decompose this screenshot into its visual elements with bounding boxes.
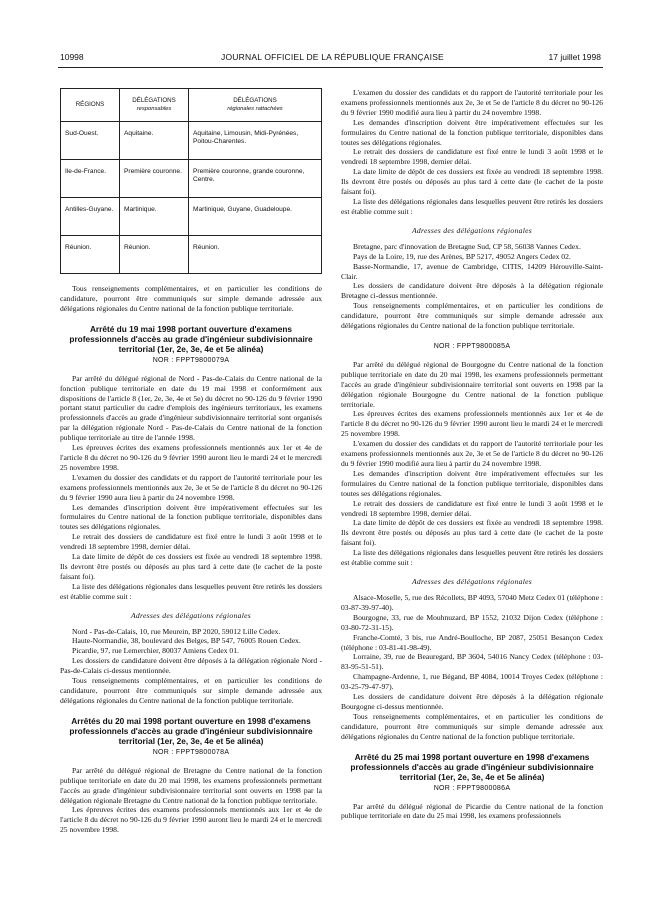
- table-cell: Réunion.: [61, 236, 120, 274]
- decree-title: Arrêtés du 20 mai 1998 portant ouverture en 1998 d'examens professionnels d'accès au grade d'ingénieur subdivisionnaire territorial (1er, 2e, 3e, 4e et 5e alinéa): [69, 715, 313, 746]
- table-header-row: [61, 89, 322, 122]
- paragraph: Tous renseignements complémentaires, et en particulier les conditions de candidature, pourront être communiqués sur simple demande adressée aux délégations régionales du Centre national de la fonction publique territoriale.: [341, 301, 603, 331]
- journal-title: JOURNAL OFFICIEL DE LA RÉPUBLIQUE FRANÇAISE: [221, 52, 444, 62]
- paragraph: Les épreuves écrites des examens professionnels mentionnés aux 1er et 4e de l'article 8 du décret no 90-126 du 9 février 1990 auront lieu le mardi 24 et le mercredi 25 novembre 1998.: [60, 443, 322, 472]
- address-entry: Bretagne, parc d'innovation de Bretagne Sud, CP 58, 56038 Vannes Cedex.: [353, 241, 581, 251]
- paragraph: Les épreuves écrites des examens professionnels mentionnés aux 1er et 4e de l'article 8 du décret no 90-126 du 9 février 1990 auront lieu le mardi 24 et le mercredi 25 novembre 1998.: [60, 805, 322, 835]
- address-entry: Champagne-Ardenne, 1, rue Bégand, BP 4084, 10014 Troyes Cedex (téléphone : 03-25-79-47-97).: [341, 672, 603, 692]
- address-entry: Nord - Pas-de-Calais, 10, rue Meurein, BP 2020, 59012 Lille Cedex.: [72, 626, 281, 636]
- header-rule: [58, 67, 603, 68]
- paragraph: La date limite de dépôt de ces dossiers est fixée au vendredi 18 septembre 1998. Ils devront être postés ou déposés au plus tard à cette date (le cachet de la poste faisant foi).: [341, 167, 603, 197]
- paragraph: Les dossiers de candidature doivent être déposés à la délégation régionale Nord - Pas-de-Calais ci-dessus mentionnée.: [60, 656, 322, 676]
- paragraph: La date limite de dépôt de ces dossiers est fixée au vendredi 18 septembre 1998. Ils devront être postés ou déposés au plus tard à cette date (le cachet de la poste faisant foi).: [60, 552, 322, 581]
- table-cell: Première couronne.: [120, 160, 189, 198]
- decree-title: Arrêté du 25 mai 1998 portant ouverture en 1998 d'examens professionnels d'accès au grade d'ingénieur subdivisionnaire territorial (1er, 2e, 3e, 4e et 5e alinéa): [350, 751, 594, 782]
- address-entry: Alsace-Moselle, 5, rue des Récollets, BP 4093, 57040 Metz Cedex 01 (téléphone : 03-87-39-97-40).: [341, 592, 603, 612]
- address-entry: Franche-Comté, 3 bis, rue André-Boulloche, BP 2087, 25051 Besançon Cedex (téléphone : 03-81-41-98-49).: [341, 632, 603, 652]
- paragraph: Les demandes d'inscription doivent être impérativement effectuées sur les formulaires du Centre national de la fonction publique territoriale, disponibles dans toutes ses délégations régionales.: [341, 117, 603, 147]
- paragraph: Les demandes d'inscription doivent être impérativement effectuées sur les formulaires du Centre national de la fonction publique territoriale, disponibles dans toutes ses délégations régionales.: [341, 468, 603, 498]
- paragraph: Par arrêté du délégué régional de Bretagne du Centre national de la fonction publique territoriale en date du 20 mai 1998, les examens professionnels permettant l'accès au grade d'ingénieur subdivisionnaire territorial sont ouverts en 1998 par la délégation régionale Bretagne du Centre national de la fonction publique territoriale.: [60, 765, 322, 805]
- paragraph: Les épreuves écrites des examens professionnels mentionnés aux 1er et 4e de l'article 8 du décret no 90-126 du 9 février 1990 auront lieu le mardi 24 et le mercredi 25 novembre 1998.: [341, 409, 603, 439]
- table-row: [61, 160, 322, 198]
- table-cell: Réunion.: [120, 236, 189, 274]
- paragraph: La date limite de dépôt de ces dossiers est fixée au vendredi 18 septembre 1998. Ils devront être postés ou déposés au plus tard à cette date (le cachet de la poste faisant foi).: [341, 518, 603, 548]
- nor-reference: NOR : FPPT9800085A: [433, 342, 511, 350]
- paragraph: Les dossiers de candidature doivent être déposés à la délégation régionale Bourgogne ci-dessus mentionnée.: [341, 692, 603, 711]
- paragraph: La liste des délégations régionales dans lesquelles peuvent être retirés les dossiers est établie comme suit :: [341, 548, 603, 568]
- table-cell: Ile-de-France.: [61, 160, 120, 198]
- paragraph: Le retrait des dossiers de candidature est fixé entre le lundi 3 août 1998 et le vendredi 18 septembre 1998, dernier délai.: [60, 532, 322, 552]
- table-cell: Aquitaine.: [120, 122, 189, 160]
- address-entry: Lorraine, 39, rue de Beauregard, BP 3604, 54016 Nancy Cedex (téléphone : 03-83-95-51-51).: [341, 652, 603, 672]
- paragraph: Tous renseignements complémentaires, et en particulier les conditions de candidature, pourront être communiqués sur simple demande adressée aux délégations régionales du Centre national de la fonction publique territoriale.: [60, 676, 322, 705]
- paragraph: Le retrait des dossiers de candidature est fixé entre le lundi 3 août 1998 et le vendredi 18 septembre 1998, dernier délai.: [341, 147, 603, 167]
- paragraph: Par arrêté du délégué régional de Picardie du Centre national de la fonction publique territoriale en date du 25 mai 1998, les examens professionnels: [341, 801, 603, 821]
- table-cell: Martinique, Guyane, Guadeloupe.: [189, 198, 322, 236]
- table-row: [61, 236, 322, 274]
- page-header: [0, 52, 665, 66]
- address-entry: Bourgogne, 33, rue de Mouhnuzard, BP 1552, 21032 Dijon Cedex (téléphone : 03-80-72-31-15).: [341, 612, 603, 632]
- decree-title: Arrêté du 19 mai 1998 portant ouverture d'examens professionnels d'accès au grade d'ingénieur subdivisionnaire territorial (1er, 2e, 3e, 4e et 5e alinéa): [69, 323, 313, 354]
- left-column: [60, 88, 322, 896]
- paragraph: Les dossiers de candidature doivent être déposés à la délégation régionale Bretagne ci-dessus mentionnée.: [341, 281, 603, 301]
- right-column: [341, 88, 603, 896]
- addresses-heading: Adresses des délégations régionales: [130, 610, 252, 620]
- paragraph: Par arrêté du délégué régional de Bourgogne du Centre national de la fonction publique territoriale en date du 20 mai 1998, les examens professionnels permettant l'accès au grade d'ingénieur subdivisionnaire territorial sont ouverts en 1998 par la délégation régionale Bourgogne du Centre national de la fonction publique territoriale.: [341, 359, 603, 409]
- table-cell: Antilles-Guyane.: [61, 198, 120, 236]
- paragraph: Tous renseignements complémentaires, et en particulier les conditions de candidature, pourront être communiqués sur simple demande adressée aux délégations régionales du Centre national de la fonction publique territoriale.: [341, 711, 603, 741]
- nor-reference: NOR : FPPT9800078A: [152, 748, 230, 756]
- table-cell: Aquitaine, Limousin, Midi-Pyrénées, Poitou-Charentes.: [189, 122, 322, 160]
- paragraph: L'examen du dossier des candidats et du rapport de l'autorité territoriale pour les examens professionnels mentionnés aux 2e, 3e et 5e de l'article 8 du décret no 90-126 du 9 février 1990 aura lieu à partir du 24 novembre 1998.: [60, 472, 322, 502]
- page-number: 10998: [60, 52, 84, 62]
- address-entry: Basse-Normandie, 17, avenue de Cambridge, CITIS, 14209 Hérouville-Saint-Clair.: [341, 261, 603, 281]
- address-entry: Picardie, 97, rue Lemerchier, 80037 Amiens Cedex 01.: [72, 646, 239, 656]
- address-entry: Pays de la Loire, 19, rue des Arènes, BP 5217, 49052 Angers Cedex 02.: [353, 251, 571, 261]
- table-header: DÉLÉGATIONS responsables: [120, 89, 189, 122]
- table-header: RÉGIONS: [61, 89, 120, 122]
- paragraph: Le retrait des dossiers de candidature est fixé entre le lundi 3 août 1998 et le vendredi 18 septembre 1998, dernier délai.: [341, 498, 603, 518]
- table-row: [61, 122, 322, 160]
- nor-reference: NOR : FPPT9800079A: [152, 356, 230, 364]
- table-header: DÉLÉGATIONS régionales rattachées: [189, 89, 322, 122]
- addresses-heading: Adresses des délégations régionales: [411, 225, 533, 235]
- paragraph: Les demandes d'inscription doivent être impérativement effectuées sur les formulaires du Centre national de la fonction publique territoriale, disponibles dans toutes ses délégations régionales.: [60, 502, 322, 532]
- paragraph: La liste des délégations régionales dans lesquelles peuvent être retirés les dossiers est établie comme suit :: [341, 196, 603, 216]
- regions-table: [60, 88, 322, 274]
- nor-reference: NOR : FPPT9800086A: [433, 784, 511, 792]
- paragraph: La liste des délégations régionales dans lesquelles peuvent être retirés les dossiers est établie comme suit :: [60, 581, 322, 601]
- addresses-heading: Adresses des délégations régionales: [411, 576, 533, 586]
- paragraph: L'examen du dossier des candidats et du rapport de l'autorité territoriale pour les examens professionnels mentionnés aux 2e, 3e et 5e de l'article 8 du décret no 90-126 du 9 février 1990 modifié aura lieu à partir du 24 novembre 1998.: [341, 439, 603, 468]
- paragraph: Par arrêté du délégué régional de Nord - Pas-de-Calais du Centre national de la fonction publique territoriale en date du 19 mai 1998 et conformément aux dispositions de l'article 8 (1er, 2e, 3e, 4e et 5e) du décret no 90-126 du 9 février 1990 portant statut particulier du cadre d'emplois des ingénieurs territoriaux, les examens professionnels d'accès au grade d'ingénieur subdivisionnaire territorial sont organisés par la délégation régionale Nord - Pas-de-Calais du Centre national de la fonction publique territoriale au titre de l'année 1998.: [60, 373, 322, 443]
- table-cell: Première couronne, grande couronne, Centre.: [189, 160, 322, 198]
- table-cell: Sud-Ouest.: [61, 122, 120, 160]
- address-entry: Haute-Normandie, 38, boulevard des Belges, BP 547, 76005 Rouen Cedex.: [72, 636, 301, 646]
- paragraph: Tous renseignements complémentaires, et en particulier les conditions de candidature, pourront être communiqués sur simple demande adressée aux délégations régionales du Centre national de la fonction publique territoriale.: [60, 284, 322, 313]
- table-row: [61, 198, 322, 236]
- table-cell: Martinique.: [120, 198, 189, 236]
- table-cell: Réunion.: [189, 236, 322, 274]
- paragraph: L'examen du dossier des candidats et du rapport de l'autorité territoriale pour les examens professionnels mentionnés aux 2e, 3e et 5e de l'article 8 du décret no 90-126 du 9 février 1990 modifié aura lieu à partir du 24 novembre 1998.: [341, 88, 603, 117]
- issue-date: 17 juillet 1998: [548, 52, 601, 62]
